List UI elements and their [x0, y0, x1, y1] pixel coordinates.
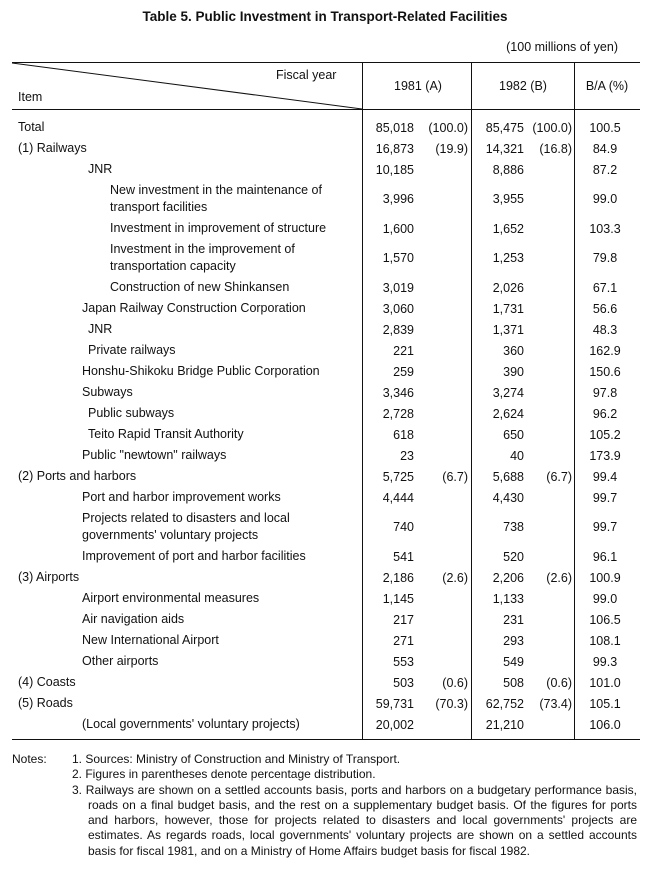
value-1982: 231 — [503, 612, 524, 627]
value-1982: 40 — [510, 448, 524, 463]
value-1981: 2,186 — [382, 570, 414, 585]
value-1982: 85,475 — [485, 120, 524, 135]
notes-heading: Notes: — [12, 752, 47, 766]
table-row — [12, 340, 640, 361]
ratio-value: 106.0 — [589, 717, 621, 732]
value-1981: 59,731 — [375, 696, 414, 711]
row-label: (5) Roads — [18, 696, 73, 710]
value-1982: 738 — [503, 520, 524, 534]
value-1981: 740 — [393, 520, 414, 534]
value-1981: 20,002 — [375, 717, 414, 732]
row-label: New International Airport — [82, 633, 219, 647]
row-label: (1) Railways — [18, 141, 87, 155]
value-1981: 3,346 — [382, 385, 414, 400]
value-1981: 553 — [393, 654, 414, 669]
table-row — [12, 180, 640, 218]
row-label: Investment in improvement of structure — [110, 221, 327, 235]
ratio-value: 48.3 — [592, 322, 618, 337]
table-row — [12, 487, 640, 508]
note-item: 1. Sources: Ministry of Construction and Ministry of Transport. — [72, 752, 401, 766]
value-1982: 8,886 — [492, 162, 524, 177]
pct-1981: (6.7) — [442, 469, 468, 484]
value-1981: 1,600 — [382, 221, 414, 236]
table-row — [12, 218, 640, 239]
row-label: (2) Ports and harbors — [18, 469, 137, 483]
row-label: Japan Railway Construction Corporation — [82, 301, 306, 315]
pct-1981: (19.9) — [435, 141, 468, 156]
value-1981: 5,725 — [382, 469, 414, 484]
ratio-value: 56.6 — [592, 301, 618, 316]
col-header-ratio: B/A (%) — [585, 79, 629, 93]
item-label: Item — [18, 90, 43, 104]
value-1982: 4,430 — [492, 490, 524, 505]
ratio-value: 100.5 — [589, 120, 621, 135]
col-divider — [362, 63, 363, 109]
value-1982: 2,026 — [492, 280, 524, 295]
row-label: Public subways — [88, 406, 175, 420]
ratio-value: 173.9 — [589, 448, 621, 463]
value-1982: 5,688 — [492, 469, 524, 484]
row-label: Improvement of port and harbor facilities — [82, 549, 306, 563]
ratio-value: 103.3 — [589, 221, 621, 236]
value-1982: 360 — [503, 343, 524, 358]
value-1982: 293 — [503, 633, 524, 648]
table-row — [12, 298, 640, 319]
value-1982: 21,210 — [485, 717, 524, 732]
table-title: Table 5. Public Investment in Transport-Related Facilities — [142, 9, 508, 24]
pct-1981: (100.0) — [428, 120, 468, 135]
col-header-1982: 1982 (B) — [499, 79, 547, 93]
value-1982: 2,624 — [492, 406, 524, 421]
value-1981: 271 — [393, 633, 414, 648]
table-row — [12, 361, 640, 382]
ratio-value: 100.9 — [589, 570, 621, 585]
ratio-value: 105.2 — [589, 427, 621, 442]
value-1981: 85,018 — [375, 120, 414, 135]
ratio-value: 99.4 — [592, 469, 618, 484]
pct-1981: (0.6) — [442, 675, 468, 690]
table-header — [12, 62, 640, 110]
ratio-value: 84.9 — [592, 141, 618, 156]
row-label: New investment in the maintenance of transport facilities — [110, 183, 322, 214]
ratio-value: 108.1 — [589, 633, 621, 648]
note-item: 2. Figures in parentheses denote percentage distribution. — [72, 767, 376, 782]
table-row — [12, 159, 640, 180]
row-label: Other airports — [82, 654, 159, 668]
ratio-value: 99.3 — [592, 654, 618, 669]
table-row — [12, 117, 640, 138]
ratio-value: 99.7 — [592, 520, 618, 534]
row-label: Air navigation aids — [82, 612, 185, 626]
table-row — [12, 466, 640, 487]
ratio-value: 99.0 — [592, 192, 618, 206]
value-1982: 1,371 — [492, 322, 524, 337]
fiscal-year-label: Fiscal year — [276, 68, 337, 82]
table-row — [12, 382, 640, 403]
ratio-value: 99.7 — [592, 490, 618, 505]
table-row — [12, 672, 640, 693]
value-1981: 16,873 — [375, 141, 414, 156]
ratio-value: 162.9 — [589, 343, 621, 358]
value-1982: 1,253 — [492, 251, 524, 265]
ratio-value: 96.1 — [592, 549, 618, 564]
row-label: JNR — [88, 322, 113, 336]
pct-1982: (2.6) — [546, 570, 572, 585]
value-1981: 2,728 — [382, 406, 414, 421]
table-row — [12, 714, 640, 735]
value-1982: 3,955 — [492, 192, 524, 206]
row-label: Projects related to disasters and local governments' voluntary projects — [82, 511, 290, 542]
value-1982: 1,133 — [492, 591, 524, 606]
ratio-value: 87.2 — [592, 162, 618, 177]
value-1982: 1,731 — [492, 301, 524, 316]
table-row — [12, 424, 640, 445]
value-1982: 1,652 — [492, 221, 524, 236]
row-label: (4) Coasts — [18, 675, 76, 689]
value-1982: 549 — [503, 654, 524, 669]
row-label: Airport environmental measures — [82, 591, 260, 605]
ratio-value: 67.1 — [592, 280, 618, 295]
ratio-value: 97.8 — [592, 385, 618, 400]
value-1982: 2,206 — [492, 570, 524, 585]
value-1982: 508 — [503, 675, 524, 690]
row-label: (3) Airports — [18, 570, 80, 584]
col-divider — [471, 63, 472, 109]
table-row — [12, 609, 640, 630]
table-row — [12, 630, 640, 651]
value-1981: 503 — [393, 675, 414, 690]
table-row — [12, 508, 640, 546]
table-row — [12, 277, 640, 298]
pct-1981: (70.3) — [435, 696, 468, 711]
pct-1982: (6.7) — [546, 469, 572, 484]
row-label: Total — [18, 120, 45, 134]
table-row — [12, 445, 640, 466]
value-1982: 520 — [503, 549, 524, 564]
note-item: 3. Railways are shown on a settled accounts basis, ports and harbors on a budgetary performance basis, roads on a final budget basis, and the rest on a supplementary budget basis. Of the figures for ports and harbors, however, those for projects related to disasters and local governments' projects are estimates. As regards roads, local governments' voluntary projects are shown on a settled accounts basis for fiscal 1981, and on a Ministry of Home Affairs budget basis for fiscal 1982. — [72, 782, 637, 858]
value-1981: 3,019 — [382, 280, 414, 295]
ratio-value: 79.8 — [592, 251, 618, 265]
value-1981: 1,570 — [382, 251, 414, 265]
row-label: Subways — [82, 385, 133, 399]
row-label: Construction of new Shinkansen — [110, 280, 290, 294]
table-row — [12, 588, 640, 609]
row-label: Teito Rapid Transit Authority — [88, 427, 244, 441]
row-label: Honshu-Shikoku Bridge Public Corporation — [82, 364, 320, 378]
value-1982: 650 — [503, 427, 524, 442]
value-1981: 259 — [393, 364, 414, 379]
value-1982: 3,274 — [492, 385, 524, 400]
value-1981: 3,996 — [382, 192, 414, 206]
pct-1981: (2.6) — [442, 570, 468, 585]
value-1981: 3,060 — [382, 301, 414, 316]
table-row — [12, 567, 640, 588]
value-1981: 1,145 — [382, 591, 414, 606]
ratio-value: 150.6 — [589, 364, 621, 379]
value-1981: 2,839 — [382, 322, 414, 337]
value-1981: 217 — [393, 612, 414, 627]
table-row — [12, 138, 640, 159]
notes — [12, 752, 637, 859]
investment-table — [12, 62, 640, 740]
pct-1982: (0.6) — [546, 675, 572, 690]
table-row — [12, 651, 640, 672]
ratio-value: 101.0 — [589, 675, 621, 690]
value-1981: 541 — [393, 549, 414, 564]
table-row — [12, 403, 640, 424]
row-label: JNR — [88, 162, 113, 176]
value-1981: 10,185 — [375, 162, 414, 177]
row-label: Public "newtown" railways — [82, 448, 227, 462]
ratio-value: 96.2 — [592, 406, 618, 421]
ratio-value: 106.5 — [589, 612, 621, 627]
value-1981: 4,444 — [382, 490, 414, 505]
row-label: (Local governments' voluntary projects) — [82, 717, 300, 731]
value-1981: 221 — [393, 343, 414, 358]
pct-1982: (100.0) — [532, 120, 572, 135]
table-row — [12, 546, 640, 567]
row-label: Private railways — [88, 343, 176, 357]
value-1982: 62,752 — [485, 696, 524, 711]
row-label: Investment in the improvement of transportation capacity — [110, 242, 295, 273]
value-1982: 14,321 — [485, 141, 524, 156]
table-row — [12, 239, 640, 277]
ratio-value: 105.1 — [589, 696, 621, 711]
col-header-1981: 1981 (A) — [394, 79, 442, 93]
value-1981: 23 — [400, 448, 414, 463]
row-label: Port and harbor improvement works — [82, 490, 281, 504]
pct-1982: (73.4) — [539, 696, 572, 711]
col-divider — [574, 63, 575, 109]
table-row — [12, 319, 640, 340]
table-body — [12, 110, 640, 740]
value-1981: 618 — [393, 427, 414, 442]
pct-1982: (16.8) — [539, 141, 572, 156]
ratio-value: 99.0 — [592, 591, 618, 606]
value-1982: 390 — [503, 364, 524, 379]
table-row — [12, 693, 640, 714]
units-note: (100 millions of yen) — [506, 40, 618, 54]
